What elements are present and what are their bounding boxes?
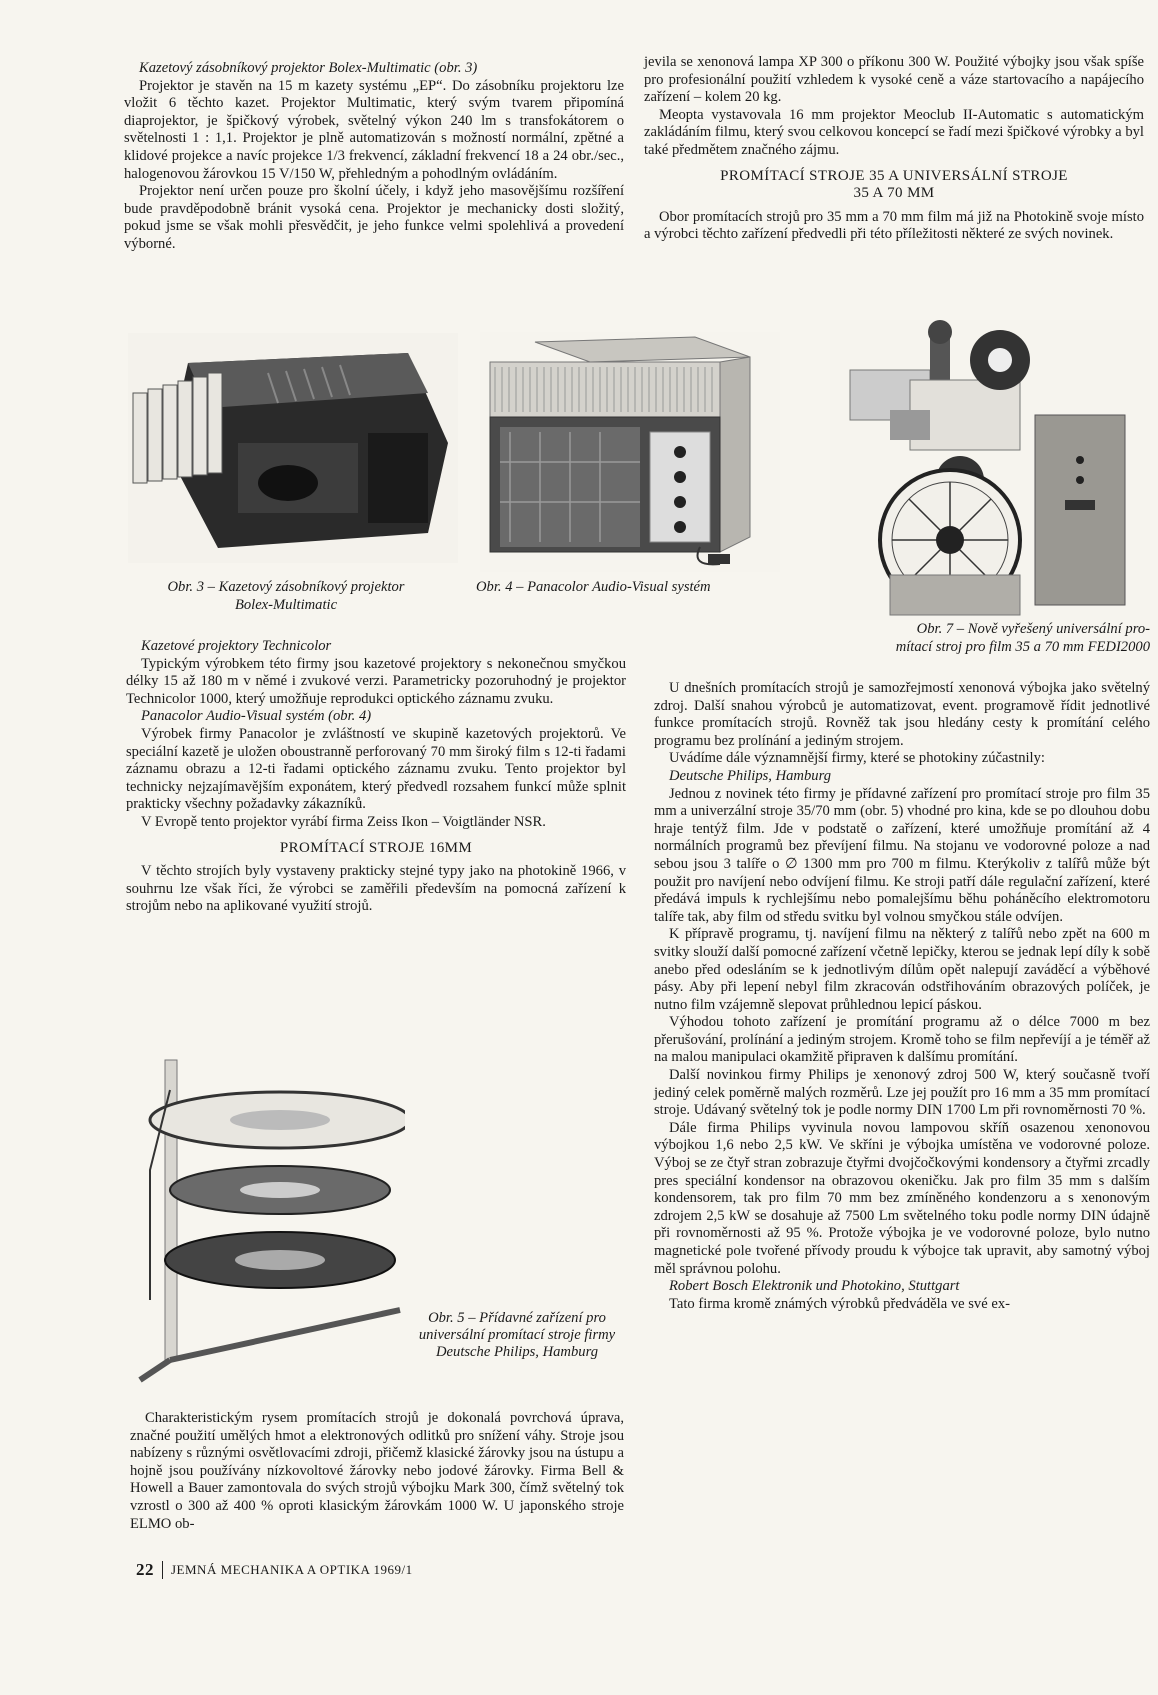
paragraph: Dále firma Philips vyvinula novou lampovou skříň osazenou xenonovou výbojkou 1,6 nebo 2,5 kW. Ve skříni je výbojka umístěna ve vodorovné poloze. Výboj se ze čtyř stran zobrazuje čtyřmi dvojčočkovými kondensory a čtyřmi zrcadly pres speciální kondensor na obrazovou okeničku. Jak pro film 35 mm s dalším kondensorem, tak pro film 70 mm bez zmíněného kondenzoru a s xenonovým zdrojem 2,5 kW se dosahuje až 7500 Lm světelného toku podle normy DIN údajně při rovnoměrnosti až 95 %. Protože výbojka je ve vodorovné poloze, bylo nutno magnetické pole tvořené přívody proudu k výbojce tak upravit, aby samotný výboj měl správnou polohu. [654,1119,1150,1277]
photo-bolex-multimatic [128,333,458,563]
right-column-mid [654,680,1150,1313]
paragraph: Projektor je stavěn na 15 m kazety systému „EP“. Do zásobníku projektoru lze vložit 6 těchto kazet. Projektor Multimatic, který svým tvarem připomíná diaprojektor, je špičkový výrobek, světelný výkon 240 lm s transfokátorem o světelnosti 1 : 1,1. Projektor je plně automatizován s možností normální, zpětné a klidové projekce a navíc projekce 1/3 frekvencí, základní frekvencí 18 a 24 obr./sec., halogenovou žárovkou 15 V/150 W, přehledným a pohodlným ovládáním. [124,77,624,182]
paragraph: jevila se xenonová lampa XP 300 o příkonu 300 W. Použité výbojky jsou však spíše pro profesionální použití vzhledem k vysoké ceně a váze startovacího a napájecího zařízení – kolem 20 kg. [644,54,1144,106]
paragraph: V Evropě tento projektor vyrábí firma Zeiss Ikon – Voigtländer NSR. [141,813,546,830]
paragraph: Projektor není určen pouze pro školní účely, i když jeho masovějšímu rozšíření bude pravděpodobně bránit vysoká cena. Projektor je mechanicky dosti složitý, pokud jsme se však mohli přesvědčit, je jeho funkce velmi spolehlivá a provedení výborné. [124,183,624,252]
section-heading-35-70mm: PROMÍTACÍ STROJE 35 A UNIVERSÁLNÍ STROJE 35 A 70 MM [720,167,1068,202]
right-column-top [644,54,1144,244]
page-number: 22 [136,1560,154,1579]
paragraph: Charakteristickým rysem promítacích strojů je dokonalá povrchová úprava, značné použití umělých hmot a elektronových odlitků pro snížení váhy. Stroje jsou nabízeny s různými osvětlovacími zdroji, přičemž klasické žárovky jsou na ústupu a hojně jsou používány nízkovoltové žárovky nebo jodové žárovky. Firma Bell & Howell a Bauer zamontovala do svých strojů výbojku Mark 300, čímž světelný tok vzrostl o 300 až 400 % oproti klasickým žárovkám 1000 W. U japonského stroje ELMO ob- [130,1410,624,1532]
photo-fedi2000 [830,320,1150,620]
paragraph: Tato firma kromě známých výrobků předváděla ve své ex- [669,1295,1010,1312]
section-subtitle-philips: Deutsche Philips, Hamburg [669,767,831,784]
paragraph: Obor promítacích strojů pro 35 mm a 70 mm film má již na Photokině svoje místo a výrobci těchto zařízení předvedli při této příležitosti některé ze svých novinek. [644,208,1144,243]
page-footer [136,1560,413,1580]
section-heading-16mm: PROMÍTACÍ STROJE 16MM [279,839,473,856]
photo-panacolor [480,332,780,572]
paragraph: K přípravě programu, tj. navíjení filmu na některý z talířů nebo zpět na 600 m svitky slouží další pomocné zařízení včetně lepičky, kterou se jednak lepí díly k sobě anebo před odesláním se k jednotlivým dílům opět nalepují zaváděcí a výběhové pásy. Aby při lepení nebyl film zkracován odstřihováním obrazových políček, je nutno film vzájemně slepovat průhlednou lepicí páskou. [654,926,1150,1013]
paragraph: U dnešních promítacích strojů je samozřejmostí xenonová výbojka jako světelný zdroj. Další snahou výrobců je automatizovat, event. programově řídit jednotlivé funkce promítacích strojů. Rovněž tak jsou hledány cesty k promítání celého programu bez prolínání a jediným strojem. [654,680,1150,749]
section-subtitle-bolex: Kazetový zásobníkový projektor Bolex-Multimatic (obr. 3) [139,60,478,76]
photo-philips-platter [130,1050,405,1388]
paragraph: Další novinkou firmy Philips je xenonový zdroj 500 W, který současně tvoří jediný celek poměrně malých rozměrů. Lze jej použít pro 16 mm a 35 mm promítací stroje. Udávaný světelný tok je podle normy DIN 1700 Lm při rovnoměrnosti 70 %. [654,1067,1150,1119]
paragraph: Jednou z novinek této firmy je přídavné zařízení pro promítací stroje pro film 35 mm a univerzální stroje 35/70 mm (obr. 5) vhodné pro kina, kde se po dlouhou dobu hraje tentýž film. Jde v podstatě o zařízení, které umožňuje promítání až 4 normálních programů bez převíjení filmu. Na stojanu ve vodorovné poloze a nad sebou jsou 3 talíře o ∅ 1300 mm pro 700 m filmu. Kterýkoliv z talířů může být použit pro navíjení nebo odvíjení filmu. Ke stroji patří dále regulační zařízení, které předává impuls k rychlejšímu nebo pomalejšímu běhu poháněcího elektromotoru talíře tak, aby film od středu svitku byl volnou smyčkou stále odvíjen. [654,785,1150,925]
caption-obr7: Obr. 7 – Nově vyřešený universální pro- mítací stroj pro film 35 a 70 mm FEDI2000 [895,621,1150,655]
paragraph: Výrobek firmy Panacolor je zvláštností ve skupině kazetových projektorů. Ve speciální kazetě je uložen oboustranně perforovaný 70 mm široký film s 12-ti řadami záznamu obrazu a 12-ti řadami optického záznamu zvuku. Tento projektor byl technicky nejzajímavějším exponátem, který předvedl rozsahem funkcí může splnit prakticky všechny požadavky zákazníků. [126,725,626,813]
paragraph: Výhodou tohoto zařízení je promítání programu až o délce 7000 m bez přerušování, prolínání a jediným strojem. Kromě toho se film nepřevíjí a je téměř až na malou manipulaci okamžitě připraven k dalšímu promítání. [654,1014,1150,1066]
caption-obr5: Obr. 5 – Přídavné zařízení pro universální promítací stroje firmy Deutsche Philips, Hamburg [418,1310,616,1360]
section-subtitle-bosch: Robert Bosch Elektronik und Photokino, Stuttgart [669,1278,960,1295]
footer-divider [162,1561,163,1579]
paragraph: Meopta vystavovala 16 mm projektor Meoclub II-Automatic s automatickým zakládáním filmu, který svou celkovou koncepcí se řadí mezi špičkové výrobky a byl také předmětem značného zájmu. [644,106,1144,158]
paragraph: V těchto strojích byly vystaveny prakticky stejné typy jako na photokině 1966, v souhrnu lze však říci, že výrobci se zaměřili především na pomocná zařízení k strojům nebo na aplikované využití strojů. [126,863,626,915]
left-column-bottom [130,1410,624,1533]
caption-obr4: Obr. 4 – Panacolor Audio-Visual systém [476,579,711,595]
paragraph: Typickým výrobkem této firmy jsou kazetové projektory s nekonečnou smyčkou délky 15 až 180 m v němé i zvukové verzi. Parametricky pozoruhodný je projektor Technicolor 1000, který umožňuje reprodukci optického záznamu zvuku. [126,655,626,707]
caption-obr3: Obr. 3 – Kazetový zásobníkový projektor Bolex-Multimatic [167,579,405,613]
paragraph: Uvádíme dále významnější firmy, které se photokiny zúčastnily: [669,750,1045,767]
left-column-top [124,60,624,254]
section-subtitle-panacolor: Panacolor Audio-Visual systém (obr. 4) [141,708,372,725]
left-column-mid [126,638,626,916]
section-subtitle-technicolor: Kazetové projektory Technicolor [141,638,332,654]
journal-name: JEMNÁ MECHANIKA A OPTIKA 1969/1 [171,1562,413,1577]
